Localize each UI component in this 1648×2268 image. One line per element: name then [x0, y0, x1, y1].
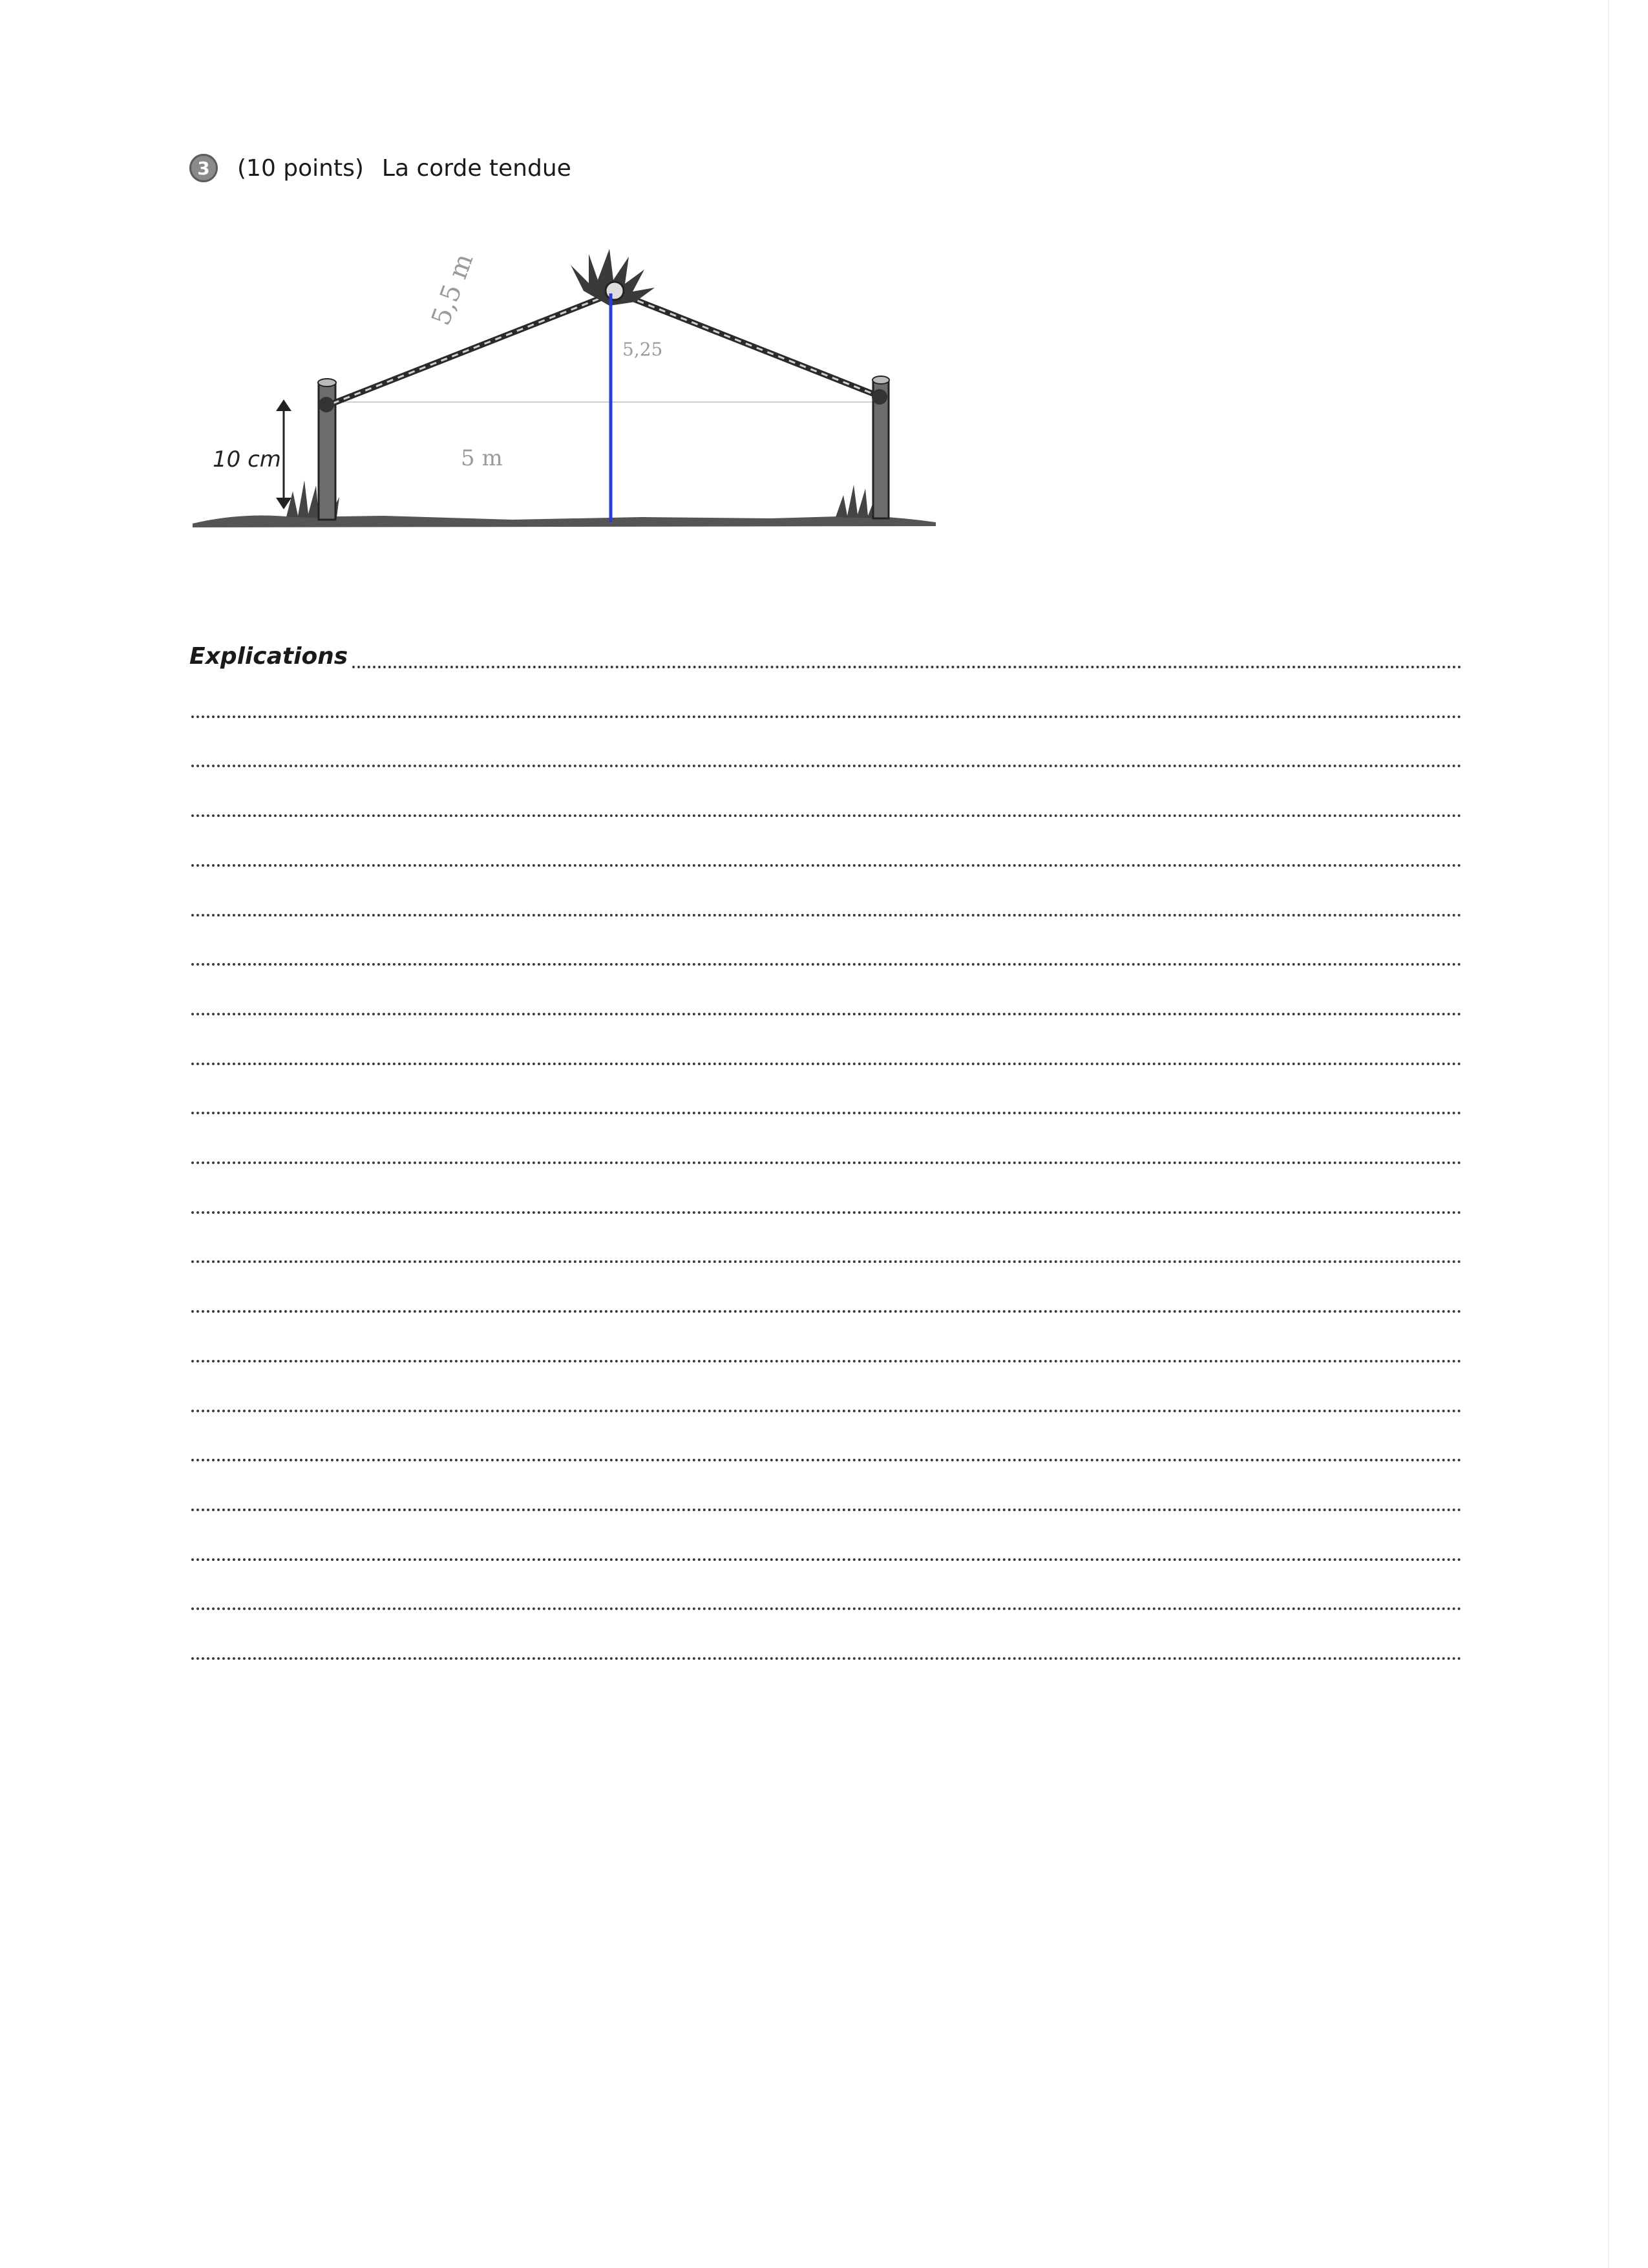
pencil-rope-label: 5,5 m: [426, 249, 480, 330]
answer-line[interactable]: [191, 1013, 1462, 1015]
page-edge: [1608, 0, 1609, 2268]
rope-illustration: [189, 213, 939, 536]
answer-line[interactable]: [191, 1211, 1462, 1214]
answer-line[interactable]: [191, 765, 1462, 767]
answer-line[interactable]: [191, 1260, 1462, 1263]
exercise-points: (10 points): [237, 154, 364, 182]
answer-line[interactable]: [191, 1310, 1462, 1313]
explications-label: Explications: [189, 643, 348, 670]
answer-line[interactable]: [191, 1509, 1462, 1511]
answer-line[interactable]: [191, 864, 1462, 867]
post-height-label: 10 cm: [213, 447, 281, 472]
answer-line[interactable]: [191, 1558, 1462, 1561]
exercise-title: La corde tendue: [381, 154, 571, 182]
answer-line[interactable]: [191, 1657, 1462, 1660]
exercise-number-badge: 3: [189, 154, 218, 182]
answer-line[interactable]: [191, 1161, 1462, 1164]
puller-burst: [571, 249, 655, 306]
answer-line[interactable]: [191, 814, 1462, 817]
answer-line[interactable]: [191, 1459, 1462, 1461]
answer-line[interactable]: [191, 715, 1462, 718]
answer-line[interactable]: [191, 1607, 1462, 1610]
answer-line[interactable]: [191, 1360, 1462, 1362]
pencil-half-label: 5 m: [461, 445, 503, 471]
answer-line[interactable]: [191, 963, 1462, 966]
pencil-height-label: 5,25: [622, 339, 663, 360]
answer-line[interactable]: [191, 1112, 1462, 1114]
exercise-header: [189, 150, 571, 186]
answer-line[interactable]: [352, 666, 1462, 668]
answer-line[interactable]: [191, 1063, 1462, 1065]
answer-line[interactable]: [191, 1410, 1462, 1412]
answer-line[interactable]: [191, 914, 1462, 917]
